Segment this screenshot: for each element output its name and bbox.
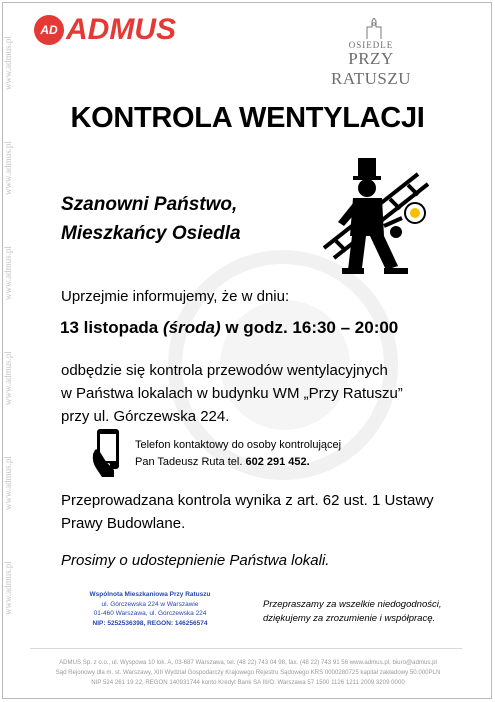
contact-label: Telefon kontaktowy do osoby kontrolującej — [135, 439, 342, 451]
body-line-2: w Państwa lokalach w budynku WM „Przy Ratuszu” — [61, 385, 403, 402]
body-line-3: przy ul. Górczewska 224. — [61, 408, 230, 425]
page-title: KONTROLA WENTYLACJI — [70, 102, 425, 134]
footer-line-3: NIP 524 261 19 22, REGON 140931744 konto Kredyt Bank SA III/O. Warszawa 57 1500 1126 1211 2009 3209 0000 — [91, 679, 405, 686]
apology-text — [263, 598, 441, 626]
przy-ratuszu-label: PRZY RATUSZU — [330, 49, 411, 88]
greeting — [61, 190, 241, 248]
admus-logo-mark: AD — [34, 15, 64, 45]
footer — [34, 658, 462, 688]
footer-line-2: Sąd Rejonowy dla m. st. Warszawy, XIII Wydział Gospodarczy Krajowego Rejestru Sądowego KRS 0000280725 kapitał zakładowy 50.000PLN — [55, 669, 441, 676]
time-value: w godz. 16:30 – 20:00 — [225, 318, 399, 337]
legal-basis-line-1: Przeprowadzana kontrola wynika z art. 62 ust. 1 Ustawy — [61, 492, 434, 509]
stamp-line-2: ul. Górczewska 224 w Warszawie — [101, 600, 199, 608]
footer-divider — [30, 648, 462, 649]
contact-person: Pan Tadeusz Ruta tel. — [135, 456, 243, 468]
stamp-line-3: 01-460 Warszawa, ul. Górczewska 224 — [93, 610, 207, 617]
contact-person-line — [135, 454, 341, 471]
legal-basis-line-2: Prawy Budowlane. — [61, 515, 186, 532]
chimney-sweep-icon — [320, 158, 435, 278]
greeting-line-1: Szanowni Państwo, — [61, 194, 238, 215]
contact-info — [135, 437, 341, 471]
date-value: 13 listopada — [60, 318, 159, 337]
osiedle-label: OSIEDLE — [348, 40, 394, 50]
date-line — [60, 318, 398, 338]
footer-line-1: ADMUS Sp. z o.o., ul. Wyspowa 10 lok. A, 03-687 Warszawa, tel. (48 22) 743 04 98, fax. (48 22) 743 91 56 www.admus.pl, biuro@admus.pl — [59, 659, 437, 666]
admus-logo — [34, 13, 176, 47]
apology-line-1: Przepraszamy za wszelkie niedogodności, — [263, 599, 442, 610]
admus-logo-text: ADMUS — [66, 13, 176, 46]
side-watermark: www.admus.pl www.admus.pl www.admus.pl www.admus.pl www.admus.pl www.admus.pl — [3, 36, 13, 615]
legal-basis-text — [61, 489, 434, 535]
community-stamp — [80, 590, 220, 628]
greeting-line-2: Mieszkańcy Osiedla — [61, 223, 241, 244]
body-line-1: odbędzie się kontrola przewodów wentylacyjnych — [61, 362, 388, 379]
contact-phone: 602 291 452. — [245, 456, 310, 468]
weekday-value: (środa) — [163, 318, 221, 337]
request-text: Prosimy o udostepnienie Państwa lokali. — [61, 552, 330, 569]
town-hall-icon — [364, 18, 384, 40]
smartphone-icon — [92, 428, 126, 478]
stamp-line-1: Wspólnota Mieszkaniowa Przy Ratuszu — [89, 591, 211, 598]
body-text — [61, 359, 403, 428]
apology-line-2: dziękujemy za zrozumienie i współpracę. — [263, 613, 436, 624]
stamp-line-4: NIP: 5252536398, REGON: 146256574 — [92, 619, 208, 627]
intro-text: Uprzejmie informujemy, że w dniu: — [61, 288, 290, 305]
